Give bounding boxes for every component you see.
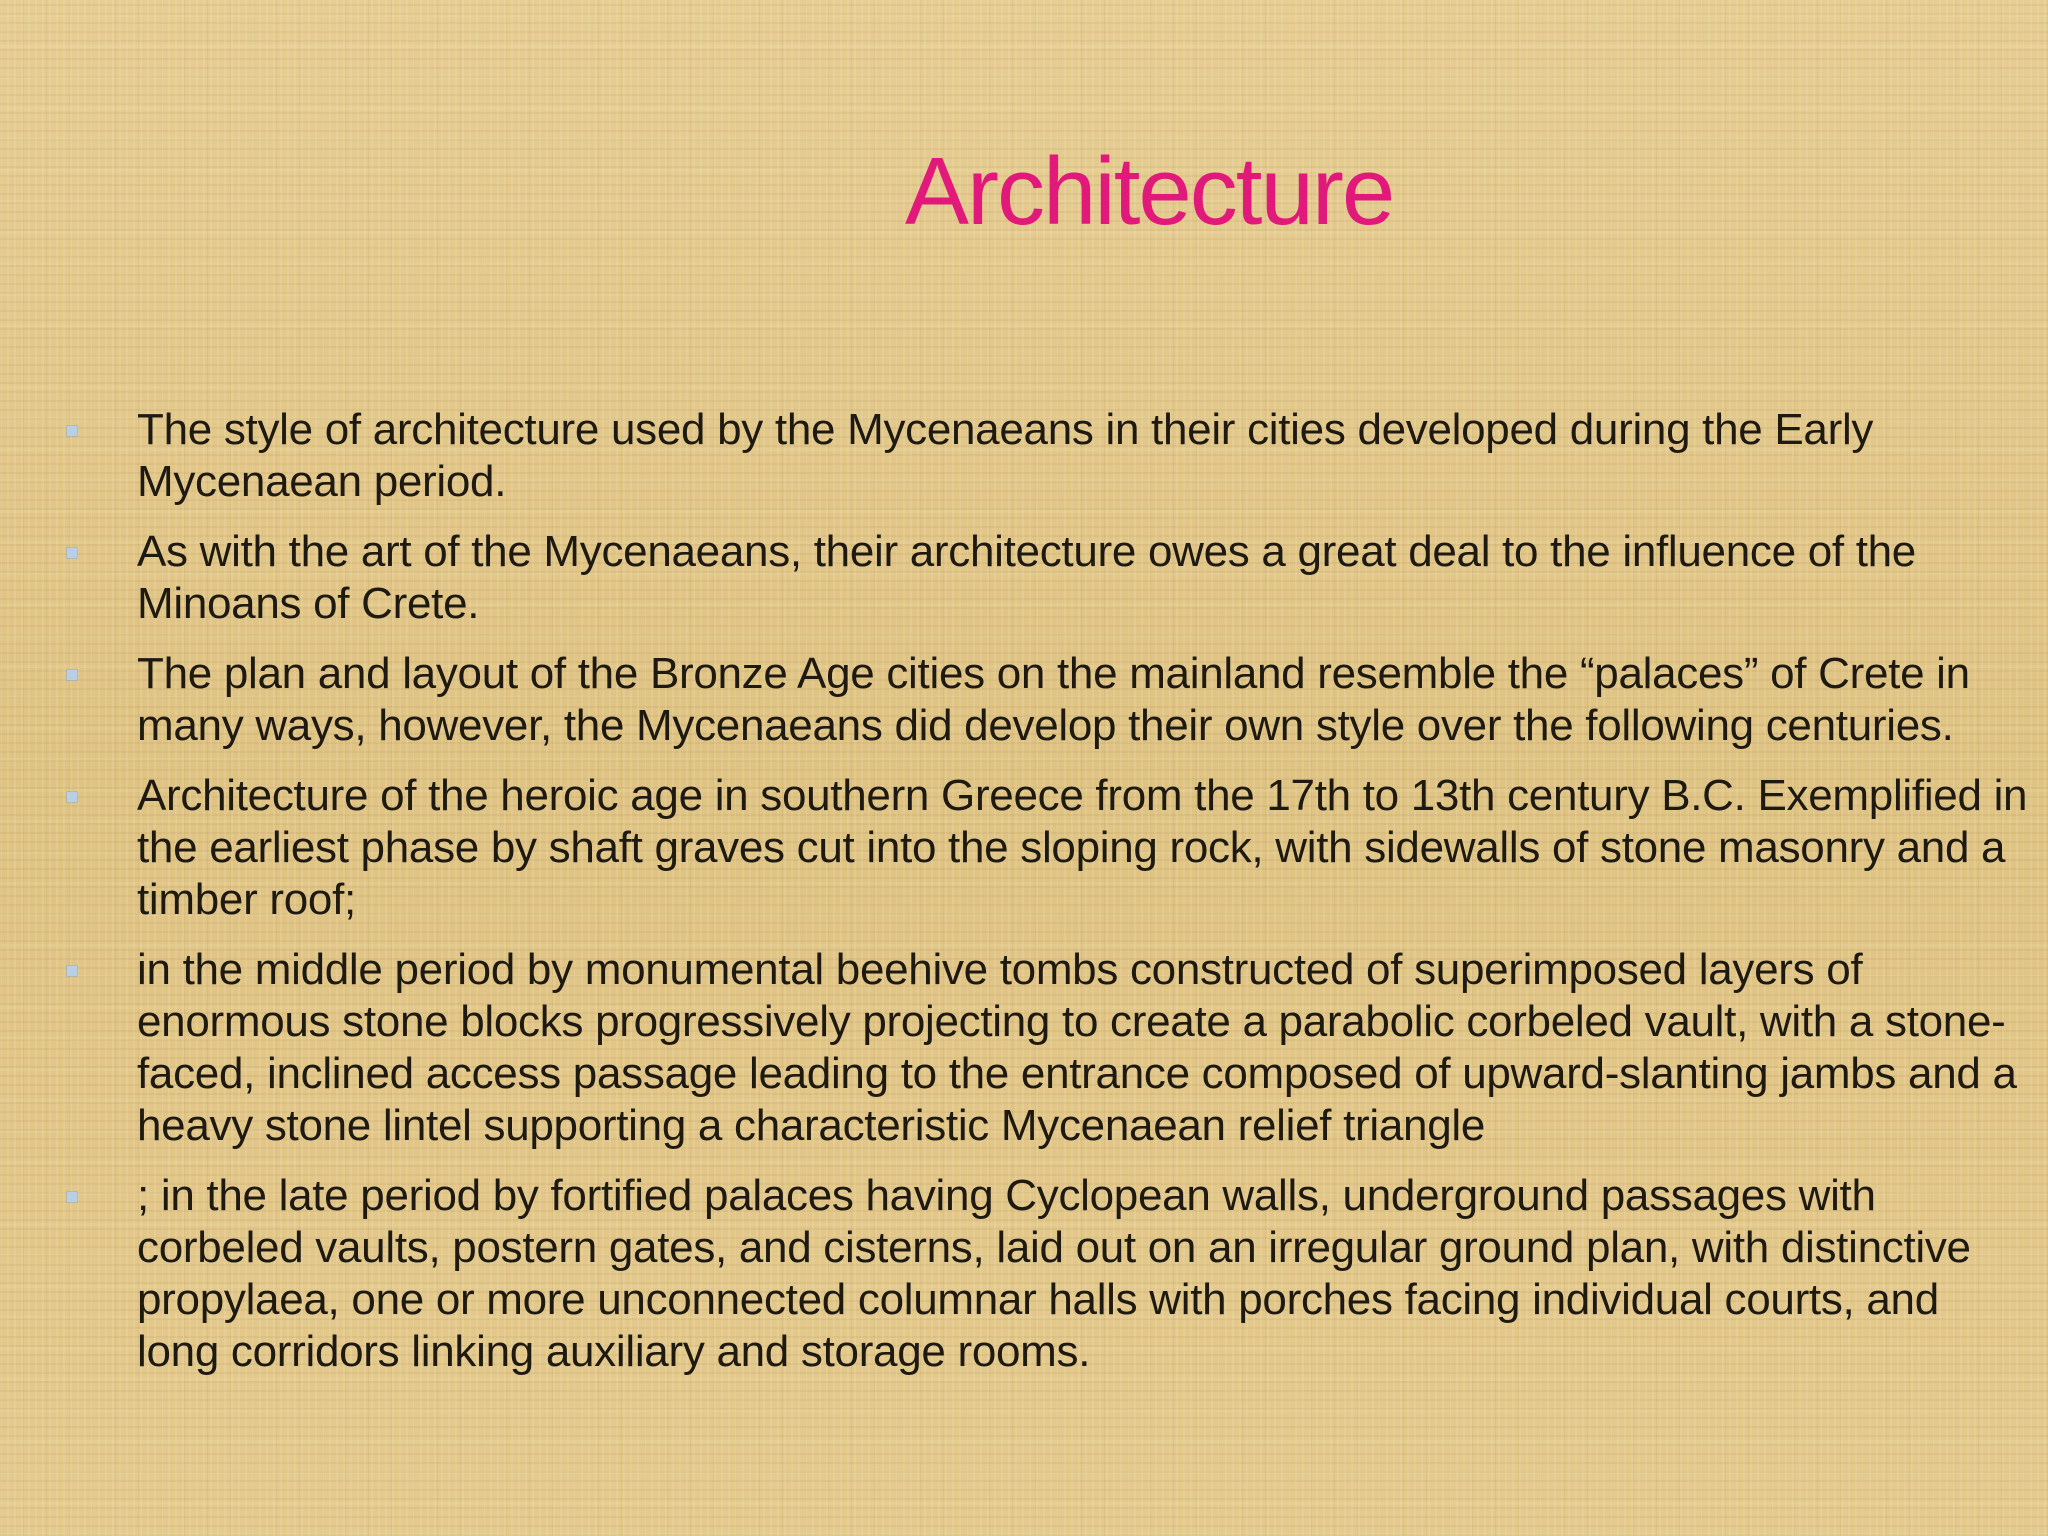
bullet-item (0, 1170, 2048, 1378)
bullet-text: As with the art of the Mycenaeans, their architecture owes a great deal to the influence of the Minoans of Crete. (137, 527, 1916, 628)
bullet-item (0, 526, 2048, 630)
bullet-text: ; in the late period by fortified palaces having Cyclopean walls, underground passages with corbeled vaults, postern gates, and cisterns, laid out on an irregular ground plan, with distinctive propylaea, one or more unconnected columnar halls with porches facing individual courts, and long corridors linking auxiliary and storage rooms. (137, 1171, 1971, 1376)
slide-title: Architecture (905, 138, 1394, 245)
square-bullet-icon (67, 548, 77, 558)
bullet-item (0, 770, 2048, 926)
bullet-list (0, 404, 2048, 1396)
square-bullet-icon (67, 670, 77, 680)
bullet-text: The style of architecture used by the Mycenaeans in their cities developed during the Early Mycenaean period. (137, 405, 1874, 506)
bullet-text: in the middle period by monumental beehive tombs constructed of superimposed layers of enormous stone blocks progressively projecting to create a parabolic corbeled vault, with a stone-faced, inclined access passage leading to the entrance composed of upward-slanting jambs and a heavy stone lintel supporting a characteristic Mycenaean relief triangle (137, 945, 2017, 1150)
bullet-text: Architecture of the heroic age in southern Greece from the 17th to 13th century B.C. Exemplified in the earliest phase by shaft graves cut into the sloping rock, with sidewalls of stone masonry and a timber roof; (137, 771, 2028, 924)
square-bullet-icon (67, 792, 77, 802)
square-bullet-icon (67, 966, 77, 976)
bullet-item (0, 944, 2048, 1152)
square-bullet-icon (67, 1192, 77, 1202)
bullet-text: The plan and layout of the Bronze Age cities on the mainland resemble the “palaces” of Crete in many ways, however, the Mycenaeans did develop their own style over the following centuries. (137, 649, 1970, 750)
square-bullet-icon (67, 426, 77, 436)
bullet-item (0, 404, 2048, 508)
bullet-item (0, 648, 2048, 752)
